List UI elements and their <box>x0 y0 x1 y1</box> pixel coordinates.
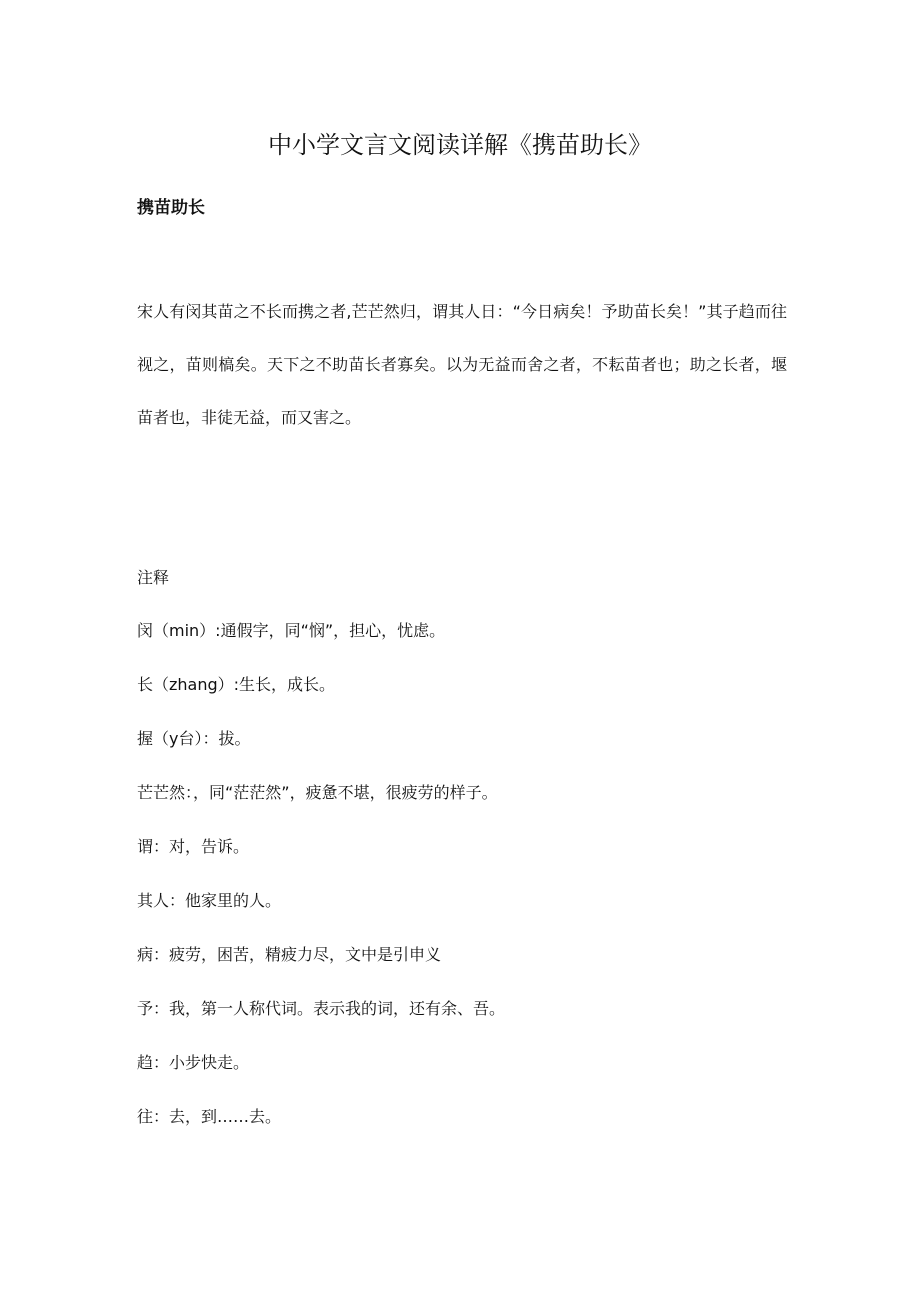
note-item: 其人：他家里的人。 <box>137 891 282 910</box>
note-item: 往：去，到……去。 <box>137 1107 282 1126</box>
note-item: 长（zhang）:生长，成长。 <box>137 675 336 694</box>
note-item: 趋：小步快走。 <box>137 1053 250 1072</box>
note-item: 病：疲劳，困苦，精疲力尽，文中是引申义 <box>137 945 442 964</box>
note-item: 谓：对，告诉。 <box>137 837 250 856</box>
classical-passage: 宋人有闵其苗之不长而携之者,芒芒然归，谓其人日：“今日病矣！予助苗长矣！”其子趋而往视之，苗则槁矣。天下之不助苗长者寡矣。以为无益而舍之者，不耘苗者也；助之长者，堰苗者也，非徒无益，而又害之。 <box>137 302 787 427</box>
notes-list <box>137 619 787 1159</box>
section-title: 携苗助长 <box>137 198 205 218</box>
note-item: 芒芒然：，同“茫茫然”，疲惫不堪，很疲劳的样子。 <box>137 783 498 802</box>
note-item: 闵（min）:通假字，同“悯”，担心，忧虑。 <box>137 621 446 640</box>
document-title: 中小学文言文阅读详解《携苗助长》 <box>268 131 652 159</box>
note-item: 予：我，第一人称代词。表示我的词，还有余、吾。 <box>137 999 506 1018</box>
note-item: 握（y台）：拔。 <box>137 729 251 748</box>
notes-heading: 注释 <box>137 568 170 587</box>
